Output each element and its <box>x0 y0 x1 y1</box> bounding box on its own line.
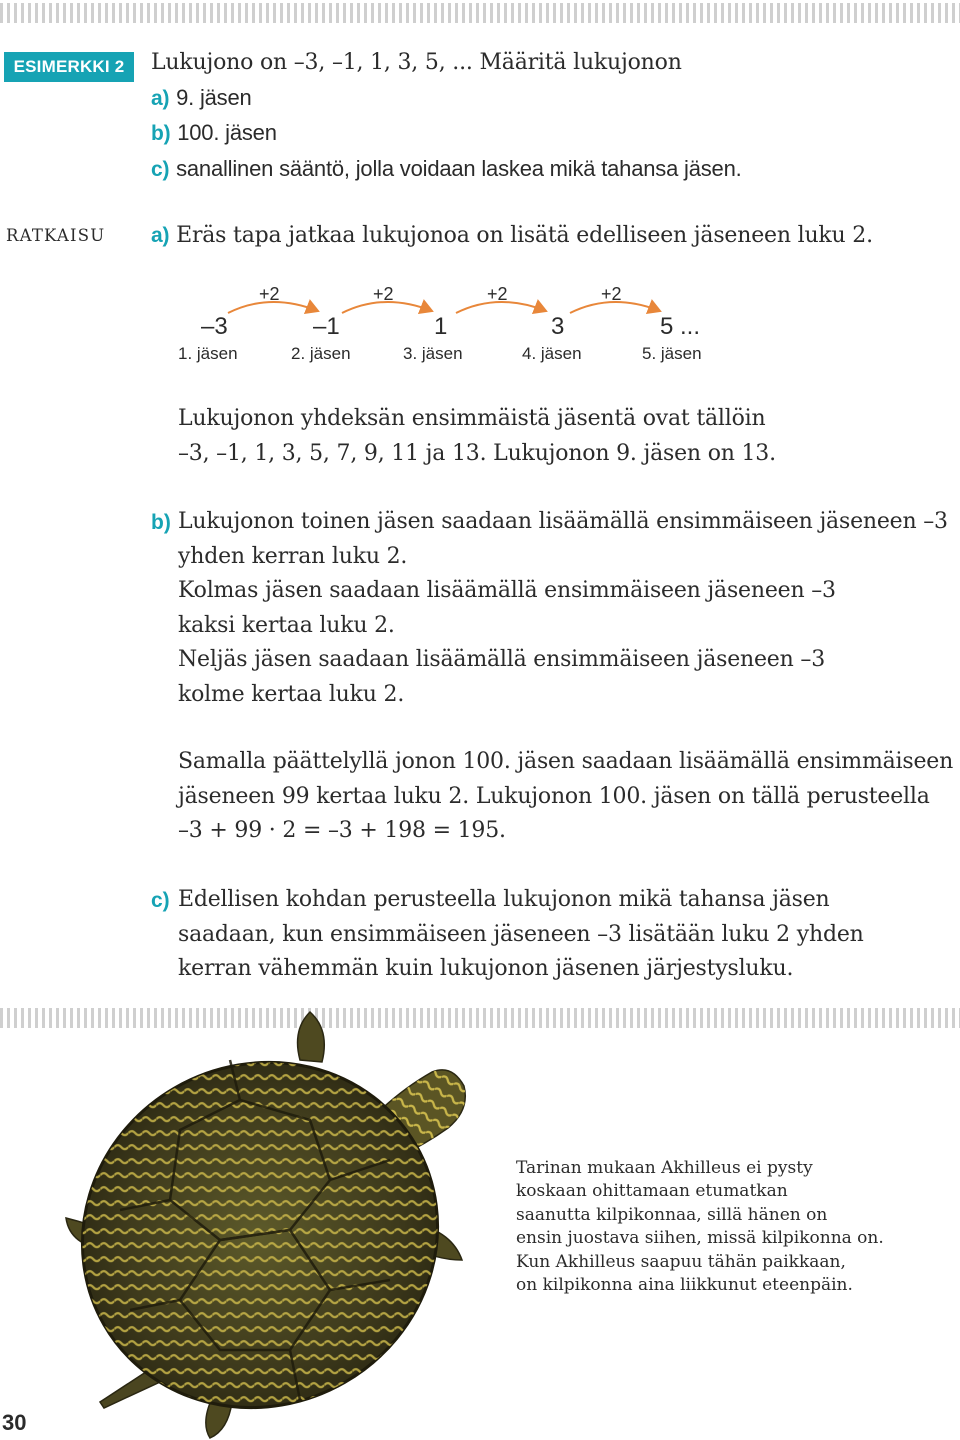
part-c-line-2: saadaan, kun ensimmäiseen jäseneen –3 lisätään luku 2 yhden <box>178 921 864 947</box>
part-b-conclusion-line-2: jäseneen 99 kertaa luku 2. Lukujonon 100. jäsen on tällä perusteella <box>178 783 930 809</box>
part-b-line-1: Lukujonon toinen jäsen saadaan lisäämällä ensimmäiseen jäseneen –3 <box>178 509 948 534</box>
part-b-line-2: yhden kerran luku 2. <box>178 543 408 569</box>
part-b-reasoning <box>178 505 948 712</box>
part-c-rule <box>178 883 864 987</box>
item-text-b: 100. jäsen <box>177 120 277 145</box>
part-b-line-5: Neljäs jäsen saadaan lisäämällä ensimmäiseen jäseneen –3 <box>178 647 825 672</box>
part-c-line-1: Edellisen kohdan perusteella lukujonon mikä tahansa jäsen <box>178 887 830 912</box>
caption-line-2: koskaan ohittamaan etumatkan <box>516 1181 788 1202</box>
solution-heading: RATKAISU <box>6 226 106 245</box>
item-text-c: sanallinen sääntö, jolla voidaan laskea mikä tahansa jäsen. <box>176 155 742 181</box>
example-badge: ESIMERKKI 2 <box>4 52 134 82</box>
part-b-calculation: –3 + 99 · 2 = –3 + 198 = 195. <box>178 818 506 843</box>
part-a-label: a) <box>151 224 170 247</box>
part-b-line-6: kolme kertaa luku 2. <box>178 681 405 707</box>
part-b-conclusion <box>178 745 953 849</box>
plus-label-3: +2 <box>487 284 508 304</box>
part-c-label: c) <box>151 889 170 912</box>
member-label-4: 4. jäsen <box>522 344 582 363</box>
page-number: 30 <box>2 1410 27 1435</box>
part-b-label: b) <box>151 511 171 534</box>
task-text: Lukujono on –3, –1, 1, 3, 5, ... Määritä lukujonon <box>151 50 682 75</box>
sequence-arrows <box>0 0 960 420</box>
sequence-number-4: 3 <box>551 313 565 340</box>
part-b-conclusion-line-1: Samalla päättelyllä jonon 100. jäsen saadaan lisäämällä ensimmäiseen <box>178 749 954 774</box>
caption-line-3: saanutta kilpikonnaa, sillä hänen on <box>516 1204 828 1225</box>
part-a-line-1: Lukujonon yhdeksän ensimmäistä jäsentä ovat tällöin <box>178 406 766 431</box>
plus-label-4: +2 <box>601 284 622 304</box>
caption-line-6: on kilpikonna aina liikkunut eteenpäin. <box>516 1275 853 1296</box>
sequence-number-2: –1 <box>313 313 340 340</box>
part-c-line-3: kerran vähemmän kuin lukujonon jäsenen järjestysluku. <box>178 956 794 981</box>
member-label-3: 3. jäsen <box>403 344 463 363</box>
item-label-c: c) <box>151 157 170 181</box>
sequence-number-5: 5 ... <box>660 313 701 340</box>
part-a-conclusion <box>178 402 776 471</box>
turtle-photo <box>60 1010 510 1440</box>
plus-label-2: +2 <box>373 284 394 304</box>
member-label-2: 2. jäsen <box>291 344 351 363</box>
sequence-number-1: –3 <box>201 313 228 340</box>
item-label-b: b) <box>151 122 171 145</box>
part-b-line-4: kaksi kertaa luku 2. <box>178 612 395 638</box>
part-a-intro-text: Eräs tapa jatkaa lukujonoa on lisätä edelliseen jäseneen luku 2. <box>176 223 873 248</box>
caption-line-1: Tarinan mukaan Akhilleus ei pysty <box>516 1158 813 1178</box>
member-label-1: 1. jäsen <box>178 344 238 363</box>
caption-line-4: ensin juostava siihen, missä kilpikonna on. <box>516 1228 884 1249</box>
member-label-5: 5. jäsen <box>642 344 702 363</box>
sequence-number-3: 1 <box>434 313 448 340</box>
part-b-line-3: Kolmas jäsen saadaan lisäämällä ensimmäiseen jäseneen –3 <box>178 578 836 603</box>
item-text-a: 9. jäsen <box>176 84 252 110</box>
turtle-caption <box>516 1157 936 1297</box>
plus-label-1: +2 <box>259 284 280 304</box>
item-label-a: a) <box>151 86 170 110</box>
caption-line-5: Kun Akhilleus saapuu tähän paikkaan, <box>516 1251 846 1272</box>
part-a-line-2: –3, –1, 1, 3, 5, 7, 9, 11 ja 13. Lukujonon 9. jäsen on 13. <box>178 440 776 466</box>
